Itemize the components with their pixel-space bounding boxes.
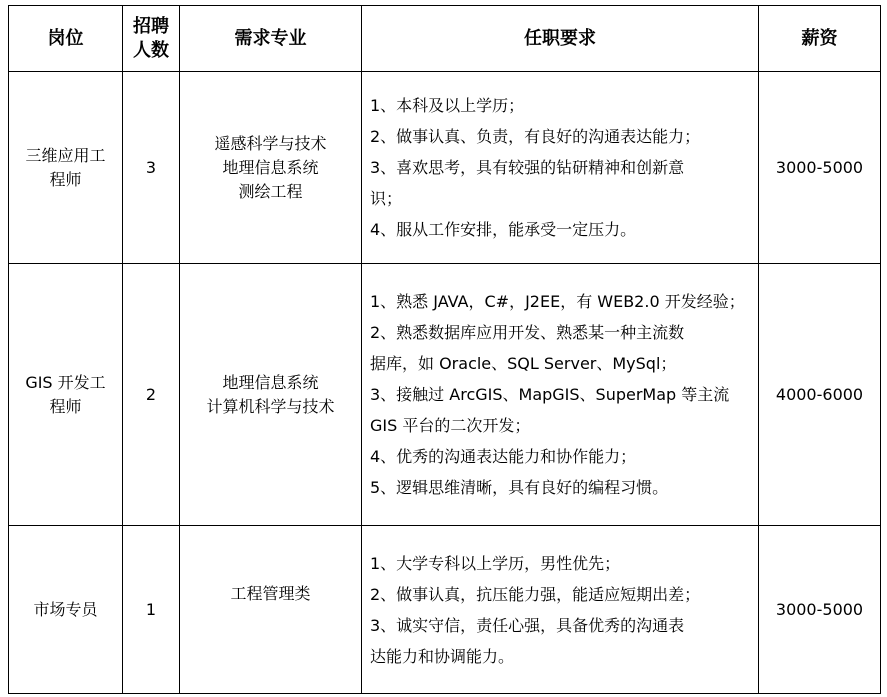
position-line1: 三维应用工	[25, 145, 106, 165]
position-line1: GIS 开发工	[25, 372, 106, 392]
requirement-line: 3、诚实守信，责任心强，具备优秀的沟通表	[370, 615, 685, 635]
headcount-cell: 1	[123, 526, 180, 694]
requirements-cell	[362, 264, 759, 526]
major-item: 地理信息系统	[222, 372, 319, 392]
header-position: 岗位	[9, 6, 123, 72]
header-major: 需求专业	[180, 6, 362, 72]
requirement-line: 2、做事认真，抗压能力强，能适应短期出差；	[370, 584, 701, 604]
position-line2: 程师	[49, 169, 82, 189]
major-item: 计算机科学与技术	[206, 396, 335, 416]
major-cell	[180, 526, 362, 694]
requirement-line: 达能力和协调能力。	[370, 646, 515, 666]
header-requirements: 任职要求	[362, 6, 759, 72]
requirement-line: 2、熟悉数据库应用开发、熟悉某一种主流数	[370, 323, 685, 342]
requirements-cell	[362, 72, 759, 264]
requirement-line: 1、大学专科以上学历，男性优先；	[370, 553, 621, 573]
header-headcount	[123, 6, 180, 72]
position-line1: 市场专员	[33, 599, 98, 619]
salary-cell: 3000-5000	[759, 526, 881, 694]
major-item: 测绘工程	[238, 181, 303, 201]
position-cell	[9, 72, 123, 264]
major-item: 工程管理类	[230, 584, 311, 603]
requirement-line: 4、优秀的沟通表达能力和协作能力；	[370, 447, 637, 466]
salary-cell: 3000-5000	[759, 72, 881, 264]
position-cell	[9, 526, 123, 694]
header-salary: 薪资	[759, 6, 881, 72]
requirement-line: 3、接触过 ArcGIS、MapGIS、SuperMap 等主流	[370, 385, 730, 404]
table-row	[9, 526, 881, 694]
table-row	[9, 72, 881, 264]
salary-cell: 4000-6000	[759, 264, 881, 526]
major-item: 遥感科学与技术	[214, 133, 327, 153]
requirement-line: 识；	[370, 189, 403, 208]
requirement-line: 1、本科及以上学历；	[370, 96, 525, 115]
header-headcount-line1: 招聘	[133, 15, 169, 37]
headcount-cell: 2	[123, 264, 180, 526]
position-cell	[9, 264, 123, 526]
requirements-cell	[362, 526, 759, 694]
major-item: 地理信息系统	[222, 157, 319, 177]
requirement-line: 3、喜欢思考，具有较强的钻研精神和创新意	[370, 158, 685, 177]
requirement-line: 2、做事认真、负责，有良好的沟通表达能力；	[370, 127, 701, 146]
header-headcount-line2: 人数	[133, 39, 169, 61]
major-cell	[180, 72, 362, 264]
header-row	[9, 6, 881, 72]
requirement-line: GIS 平台的二次开发；	[370, 416, 531, 435]
table-row	[9, 264, 881, 526]
requirement-line: 4、服从工作安排，能承受一定压力。	[370, 220, 637, 239]
requirement-line: 5、逻辑思维清晰，具有良好的编程习惯。	[370, 478, 669, 497]
job-table	[8, 5, 881, 694]
major-cell	[180, 264, 362, 526]
requirement-line: 据库，如 Oracle、SQL Server、MySql；	[370, 354, 677, 373]
position-line2: 程师	[49, 396, 82, 416]
requirement-line: 1、熟悉 JAVA，C#，J2EE，有 WEB2.0 开发经验；	[370, 292, 745, 311]
headcount-cell: 3	[123, 72, 180, 264]
